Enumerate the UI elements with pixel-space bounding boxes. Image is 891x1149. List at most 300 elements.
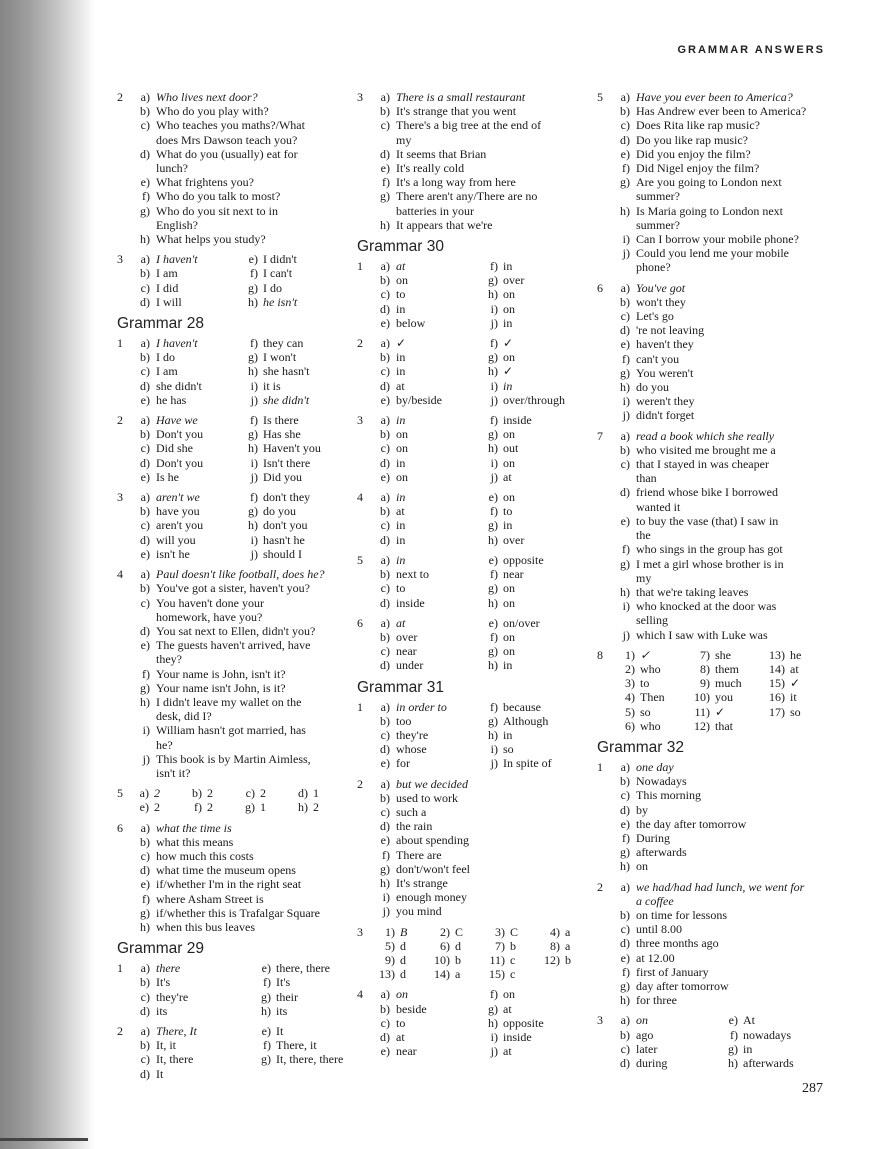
- answer-text: I won't: [263, 350, 297, 365]
- exercise-number: [597, 965, 609, 979]
- exercise-number: [357, 596, 369, 610]
- exercise-number: 5: [117, 786, 123, 801]
- item-number: 1): [385, 924, 395, 939]
- item-letter: i): [382, 890, 390, 905]
- answer-row: [597, 337, 837, 351]
- item-letter: h): [488, 1015, 498, 1030]
- item-letter: d): [140, 863, 150, 878]
- item-letter: a): [620, 759, 630, 774]
- exercise-number: [597, 246, 609, 260]
- answer-row: [357, 644, 597, 658]
- item-letter: c): [140, 364, 150, 379]
- exercise-number: [357, 470, 369, 484]
- answer-text: on: [396, 469, 408, 484]
- answer-text: won't they: [636, 294, 686, 309]
- item-letter: i): [622, 599, 630, 614]
- answer-row: [597, 260, 837, 274]
- exercise-number: [357, 161, 369, 175]
- item-letter: b): [380, 629, 390, 644]
- answer-text: but we decided: [396, 776, 468, 791]
- answer-row: [357, 393, 597, 407]
- exercise-number: [357, 456, 369, 470]
- item-number: 12): [694, 718, 710, 733]
- exercise-number: [597, 471, 609, 485]
- answer-text: Do you like rap music?: [636, 132, 748, 147]
- answer-row: [357, 133, 597, 147]
- answer-row: [597, 1013, 837, 1027]
- item-letter: c): [620, 118, 630, 133]
- item-letter: c): [380, 518, 390, 533]
- item-letter: d): [380, 819, 390, 834]
- answer-text: over: [503, 532, 525, 547]
- exercise-number: [597, 936, 609, 950]
- item-letter: e): [620, 146, 630, 161]
- exercise-number: [357, 104, 369, 118]
- item-number: 1): [625, 647, 635, 662]
- exercise-number: [117, 427, 129, 441]
- answer-row: [117, 232, 357, 246]
- answer-row: [357, 336, 597, 350]
- answer-row: [117, 1067, 357, 1081]
- answer-text: about spending: [396, 833, 469, 848]
- answer-row: [357, 819, 597, 833]
- item-letter: e): [261, 1023, 271, 1038]
- item-letter: e): [380, 1044, 390, 1059]
- item-letter: h): [140, 232, 150, 247]
- item-letter: c): [380, 364, 390, 379]
- item-letter: h): [248, 294, 258, 309]
- exercise-number: [357, 581, 369, 595]
- answer-row: [117, 1004, 357, 1018]
- answer-row: [597, 204, 837, 218]
- answer-row: [597, 471, 837, 485]
- answer-row: [117, 204, 357, 218]
- answer-text: its: [156, 1003, 168, 1018]
- answer-text: Nowadays: [636, 774, 687, 789]
- exercise-number: [117, 393, 129, 407]
- item-letter: c): [380, 1015, 390, 1030]
- answer-text: next to: [396, 567, 429, 582]
- answer-row: [117, 610, 357, 624]
- exercise-number: [357, 316, 369, 330]
- exercise-number: [597, 189, 609, 203]
- answer-row: [117, 1052, 357, 1066]
- item-letter: a): [380, 699, 390, 714]
- answer-row: [597, 803, 837, 817]
- exercise-number: 6: [117, 820, 123, 835]
- item-letter: c): [140, 118, 150, 133]
- answer-text: It, it: [156, 1038, 176, 1053]
- exercise-number: [117, 596, 129, 610]
- item-letter: d): [380, 532, 390, 547]
- item-letter: h): [488, 595, 498, 610]
- exercise-number: [597, 845, 609, 859]
- answer-row: [357, 553, 597, 567]
- exercise-number: [597, 542, 609, 556]
- answer-text: didn't forget: [636, 408, 695, 423]
- item-number: b): [192, 786, 202, 801]
- exercise-number: [117, 723, 129, 737]
- exercise-number: 6: [357, 615, 363, 630]
- exercise-number: [117, 161, 129, 175]
- item-letter: d): [620, 936, 630, 951]
- exercise-number: [357, 848, 369, 862]
- item-number: 4): [550, 924, 560, 939]
- answer-text: b: [510, 938, 516, 953]
- answer-text: for three: [636, 993, 677, 1008]
- answer-text: I am: [156, 364, 178, 379]
- answer-text: will you: [156, 532, 196, 547]
- item-letter: [129, 610, 156, 624]
- answer-text: do you: [263, 504, 296, 519]
- answer-text: in order to: [396, 699, 447, 714]
- answer-text: at: [396, 1029, 405, 1044]
- exercise-number: [117, 441, 129, 455]
- answer-row: [357, 596, 597, 610]
- item-letter: e): [380, 161, 390, 176]
- exercise-number: 3: [597, 1013, 603, 1028]
- answer-row: [117, 892, 357, 906]
- item-letter: d): [380, 742, 390, 757]
- answer-row: [357, 1030, 597, 1044]
- exercise-number: [117, 667, 129, 681]
- answer-text: ago: [636, 1027, 654, 1042]
- answer-row: [597, 894, 837, 908]
- answer-text: Who do you play with?: [156, 104, 269, 119]
- item-letter: j): [622, 408, 630, 423]
- exercise-number: 4: [357, 490, 363, 505]
- answer-row: [117, 189, 357, 203]
- item-number: [534, 967, 565, 981]
- answer-text: such a: [396, 804, 427, 819]
- exercise-number: [597, 1028, 609, 1042]
- item-letter: g): [728, 1041, 738, 1056]
- item-letter: j): [250, 392, 258, 407]
- answer-row: [357, 413, 597, 427]
- answer-text: inside: [396, 595, 425, 610]
- answer-text: in: [503, 315, 513, 330]
- answer-text: ✓: [396, 336, 407, 351]
- exercise-number: [117, 204, 129, 218]
- answer-text: later: [636, 1041, 658, 1056]
- item-letter: g): [140, 203, 150, 218]
- answer-row: [117, 281, 357, 295]
- answer-row: [357, 379, 597, 393]
- answer-row: [117, 266, 357, 280]
- answer-text: I do: [263, 280, 282, 295]
- answer-text: on: [396, 987, 408, 1002]
- answer-text: if/whether this is Trafalgar Square: [156, 905, 320, 920]
- item-letter: a): [620, 90, 630, 104]
- answer-text: don't they: [263, 490, 311, 505]
- item-letter: g): [140, 905, 150, 920]
- exercise-number: [597, 485, 609, 499]
- item-letter: j): [622, 627, 630, 642]
- item-letter: b): [140, 834, 150, 849]
- item-letter: h): [261, 1003, 271, 1018]
- exercise-number: [117, 800, 129, 814]
- answer-row: [117, 652, 357, 666]
- exercise-number: [597, 705, 609, 719]
- answer-text: its: [276, 1003, 288, 1018]
- answer-text: Did she: [156, 441, 193, 456]
- exercise-number: [357, 567, 369, 581]
- answer-text: who sings in the group has got: [636, 542, 783, 557]
- item-letter: f): [490, 699, 498, 714]
- answer-text: to: [396, 287, 406, 302]
- exercise-number: [597, 979, 609, 993]
- answer-text: he isn't: [263, 294, 298, 309]
- exercise-number: [597, 408, 609, 422]
- exercise-block: [357, 90, 597, 232]
- answer-text: I haven't: [156, 252, 198, 267]
- item-letter: j): [142, 751, 150, 766]
- answer-row: [597, 908, 837, 922]
- answer-row: [597, 880, 837, 894]
- answer-text: 2: [207, 786, 213, 801]
- item-letter: f): [490, 504, 498, 519]
- answer-row: [597, 845, 837, 859]
- item-letter: a): [620, 428, 630, 443]
- answer-text: William hasn't got married, has: [156, 723, 306, 738]
- answer-text: on: [503, 455, 515, 470]
- item-number: 11): [694, 704, 710, 719]
- answer-text: under: [396, 658, 424, 673]
- answer-row: [597, 366, 837, 380]
- answer-text: it is: [263, 378, 281, 393]
- answer-text: What do you (usually) eat for: [156, 146, 298, 161]
- item-letter: d): [380, 658, 390, 673]
- answer-text: on: [396, 273, 408, 288]
- item-letter: e): [488, 552, 498, 567]
- item-letter: b): [380, 504, 390, 519]
- item-letter: d): [380, 378, 390, 393]
- answer-text: she: [715, 647, 731, 662]
- answer-text: below: [396, 315, 426, 330]
- answer-row: [117, 427, 357, 441]
- exercise-number: [357, 533, 369, 547]
- item-letter: b): [620, 1027, 630, 1042]
- answer-text: C: [510, 924, 519, 939]
- answer-text: ✓: [715, 704, 726, 719]
- item-number: 15): [489, 967, 505, 982]
- answer-text: he?: [156, 737, 173, 752]
- exercise-number: [597, 831, 609, 845]
- item-letter: f): [142, 666, 150, 681]
- answer-row: [357, 90, 597, 104]
- item-letter: e): [620, 513, 630, 528]
- item-letter: e): [248, 252, 258, 267]
- item-letter: f): [490, 413, 498, 428]
- answer-text: who knocked at the door was: [636, 599, 777, 614]
- answer-text: she hasn't: [263, 364, 310, 379]
- section-heading: Grammar 30: [357, 238, 444, 256]
- answer-text: Who do you talk to most?: [156, 189, 281, 204]
- exercise-number: [117, 906, 129, 920]
- answer-row: [117, 350, 357, 364]
- answer-row: [357, 161, 597, 175]
- answer-text: at 12.00: [636, 950, 675, 965]
- answer-row: [597, 817, 837, 831]
- answer-row: [597, 1042, 837, 1056]
- answer-row: [117, 393, 357, 407]
- item-letter: d): [620, 485, 630, 500]
- exercise-number: [117, 281, 129, 295]
- answer-text: 1: [260, 800, 266, 815]
- exercise-block: [597, 760, 837, 874]
- item-letter: a): [380, 615, 390, 630]
- exercise-number: [117, 990, 129, 1004]
- item-letter: e): [261, 961, 271, 976]
- answer-text: during: [636, 1056, 668, 1070]
- answer-text: Who do you sit next to in: [156, 203, 278, 218]
- answer-text: It's: [276, 975, 291, 990]
- answer-text: I didn't leave my wallet on the: [156, 694, 302, 709]
- item-number: 7): [700, 647, 710, 662]
- item-letter: e): [380, 392, 390, 407]
- answer-text: There are: [396, 847, 442, 862]
- answer-text: they're: [396, 727, 429, 742]
- answer-text: by/beside: [396, 392, 442, 407]
- item-letter: f): [490, 567, 498, 582]
- exercise-number: [597, 104, 609, 118]
- exercise-number: [357, 791, 369, 805]
- answer-text: Isn't there: [263, 455, 311, 470]
- item-letter: e): [140, 877, 150, 892]
- answer-row: [117, 596, 357, 610]
- exercise-number: [357, 1016, 369, 1030]
- answer-text: you mind: [396, 904, 442, 919]
- answer-row: [597, 352, 837, 366]
- item-letter: d): [620, 802, 630, 817]
- answer-row: [597, 246, 837, 260]
- item-letter: a): [140, 90, 150, 104]
- answer-row: [117, 567, 357, 581]
- item-letter: j): [490, 1044, 498, 1059]
- answer-text: in: [503, 518, 513, 533]
- answer-text: There, it: [276, 1038, 317, 1053]
- answer-text: Could you lend me your mobile: [636, 246, 789, 261]
- item-letter: b): [380, 427, 390, 442]
- exercise-number: [597, 585, 609, 599]
- item-letter: b): [140, 350, 150, 365]
- item-letter: [129, 766, 156, 780]
- answer-text: over/through: [503, 392, 565, 407]
- answer-text: to buy the vase (that) I saw in: [636, 513, 779, 528]
- item-number: f): [194, 800, 202, 815]
- exercise-number: [117, 533, 129, 547]
- exercise-block: [357, 259, 597, 330]
- answer-row: [597, 788, 837, 802]
- item-letter: h): [140, 919, 150, 934]
- answer-text: have you: [156, 504, 200, 519]
- item-letter: f): [622, 830, 630, 845]
- exercise-number: [117, 835, 129, 849]
- exercise-number: [357, 204, 369, 218]
- answer-text: he: [790, 647, 802, 662]
- exercise-number: [597, 993, 609, 1007]
- answer-text: which I saw with Luke was: [636, 627, 768, 642]
- exercise-number: [357, 189, 369, 203]
- answer-text: ✓: [503, 364, 514, 379]
- answer-text: C: [455, 924, 464, 939]
- page-number: 287: [802, 1081, 823, 1096]
- answer-row: [357, 504, 597, 518]
- answer-row: [597, 936, 837, 950]
- answer-text: by: [636, 802, 648, 817]
- answer-row: [117, 863, 357, 877]
- answer-row: [357, 939, 597, 953]
- answer-row: [117, 624, 357, 638]
- answer-text: I met a girl whose brother is in: [636, 556, 784, 571]
- answer-text: over: [396, 629, 418, 644]
- answer-text: who: [640, 661, 661, 676]
- answer-text: over: [503, 273, 525, 288]
- answer-row: [117, 490, 357, 504]
- answer-row: [357, 876, 597, 890]
- exercise-number: [597, 951, 609, 965]
- exercise-number: [357, 953, 369, 967]
- answer-row: [357, 104, 597, 118]
- item-letter: c): [380, 287, 390, 302]
- item-letter: c): [380, 581, 390, 596]
- item-letter: [369, 133, 396, 147]
- exercise-number: [597, 557, 609, 571]
- answer-row: [357, 714, 597, 728]
- exercise-number: [357, 364, 369, 378]
- exercise-number: [357, 805, 369, 819]
- exercise-number: [597, 599, 609, 613]
- answer-text: on: [636, 859, 648, 874]
- item-letter: b): [140, 975, 150, 990]
- item-number: 5): [385, 938, 395, 953]
- item-number: 12): [544, 952, 560, 967]
- exercise-block: [117, 336, 357, 407]
- answer-text: at: [503, 1044, 512, 1059]
- exercise-number: [117, 189, 129, 203]
- exercise-number: [117, 877, 129, 891]
- item-number: 3): [495, 924, 505, 939]
- answer-text: c: [510, 952, 516, 967]
- exercise-number: [357, 302, 369, 316]
- item-letter: b): [620, 104, 630, 119]
- item-letter: d): [140, 1003, 150, 1018]
- answer-row: [117, 133, 357, 147]
- answer-row: [357, 791, 597, 805]
- answer-row: [117, 821, 357, 835]
- exercise-number: [357, 1002, 369, 1016]
- answer-text: I haven't: [156, 336, 198, 351]
- answer-row: [357, 728, 597, 742]
- answer-row: [597, 571, 837, 585]
- answer-text: The guests haven't arrived, have: [156, 638, 311, 653]
- item-letter: i): [142, 723, 150, 738]
- answer-row: [597, 648, 837, 662]
- answer-text: used to work: [396, 790, 458, 805]
- answer-text: until 8.00: [636, 922, 683, 937]
- answer-text: [790, 719, 834, 733]
- item-letter: c): [620, 457, 630, 472]
- answer-row: [597, 161, 837, 175]
- answer-row: [597, 922, 837, 936]
- item-letter: [609, 218, 636, 232]
- answer-row: [597, 457, 837, 471]
- book-binding-shadow: [0, 0, 95, 1149]
- answer-text: that: [715, 718, 733, 733]
- answer-row: [117, 441, 357, 455]
- exercise-number: [597, 161, 609, 175]
- item-letter: j): [622, 246, 630, 261]
